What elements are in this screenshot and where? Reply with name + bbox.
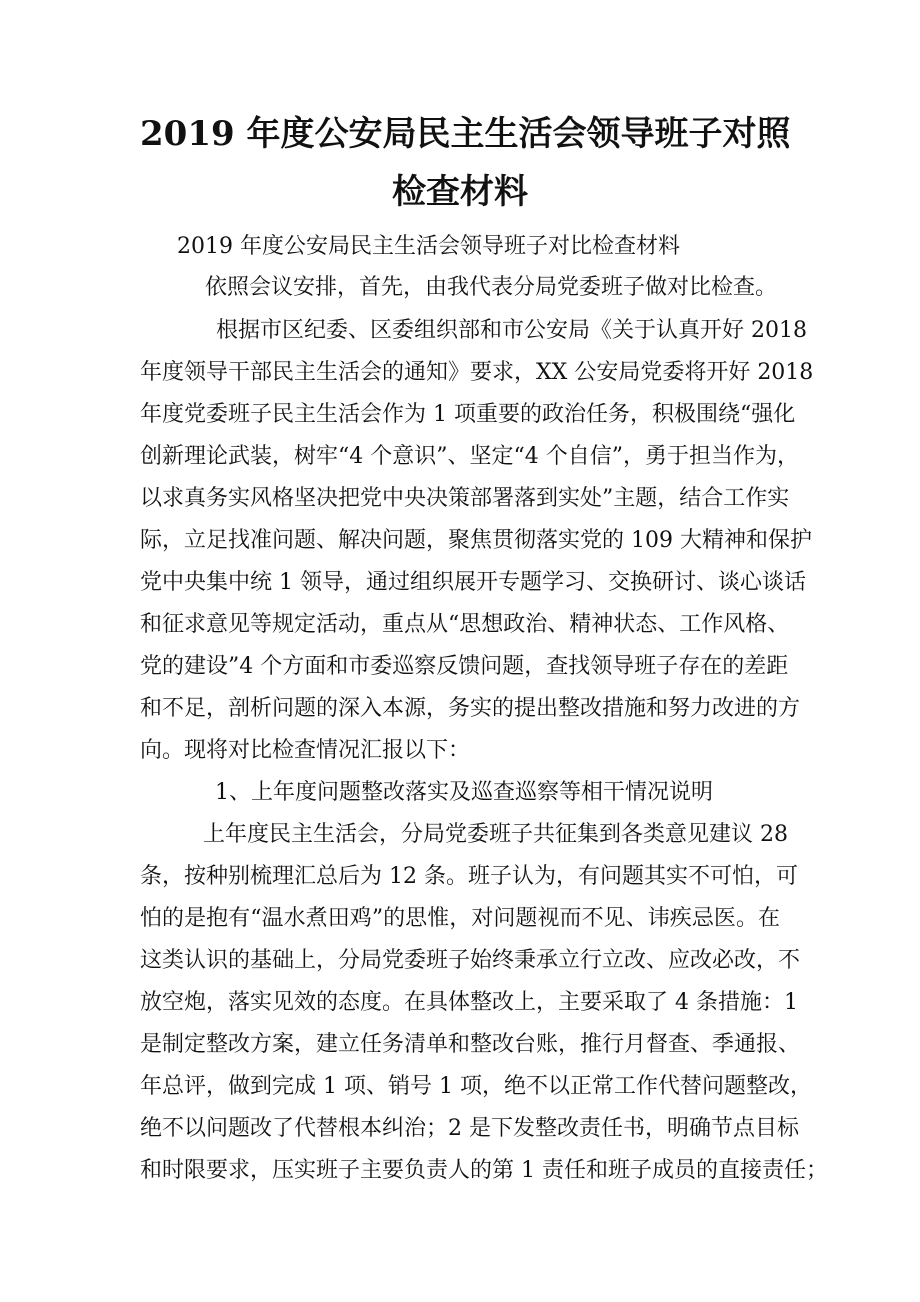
- paragraph-2-line-5: 放空炮，落实见效的态度。在具体整改上，主要采取了 4 条措施：1: [140, 990, 798, 1015]
- paragraph-2-line-1: 上年度民主生活会，分局党委班子共征集到各类意见建议 28: [203, 822, 788, 847]
- document-title-line-1: 2019 年度公安局民主生活会领导班子对照: [140, 114, 791, 154]
- paragraph-1-line-7: 党中央集中统 1 领导，通过组织展开专题学习、交换研讨、谈心谈话: [140, 570, 806, 595]
- paragraph-1-line-3: 年度党委班子民主生活会作为 1 项重要的政治任务，积极围绕“强化: [140, 402, 796, 427]
- paragraph-2-line-8: 绝不以问题改了代替根本纠治；2 是下发整改责任书，明确节点目标: [140, 1116, 799, 1141]
- paragraph-2-line-9: 和时限要求，压实班子主要负责人的第 1 责任和班子成员的直接责任；: [140, 1158, 828, 1183]
- paragraph-2-line-7: 年总评，做到完成 1 项、销号 1 项，绝不以正常工作代替问题整改，: [140, 1074, 812, 1099]
- paragraph-2-line-6: 是制定整改方案，建立任务清单和整改台账，推行月督查、季通报、: [140, 1032, 801, 1057]
- paragraph-1-line-5: 以求真务实风格坚决把党中央决策部署落到实处”主题，结合工作实: [140, 486, 790, 511]
- paragraph-1-line-8: 和征求意见等规定活动，重点从“思想政治、精神状态、工作风格、: [140, 612, 790, 637]
- document-subtitle: 2019 年度公安局民主生活会领导班子对比检查材料: [177, 234, 680, 259]
- paragraph-1-line-2: 年度领导干部民主生活会的通知》要求，XX 公安局党委将开好 2018: [140, 360, 814, 385]
- paragraph-2-line-4: 这类认识的基础上，分局党委班子始终秉承立行立改、应改必改，不: [140, 948, 801, 973]
- paragraph-1-line-1: 根据市区纪委、区委组织部和市公安局《关于认真开好 2018: [216, 318, 807, 343]
- paragraph-1-line-11: 向。现将对比检查情况汇报以下：: [140, 738, 471, 763]
- document-title-line-2: 检查材料: [392, 172, 528, 212]
- section-1-heading: 1、上年度问题整改落实及巡查巡察等相干情况说明: [215, 780, 713, 805]
- paragraph-1-line-9: 党的建设”4 个方面和市委巡察反馈问题，查找领导班子存在的差距: [140, 654, 789, 679]
- opening-sentence: 依照会议安排，首先，由我代表分局党委班子做对比检查。: [205, 275, 778, 300]
- paragraph-2-line-2: 条，按种别梳理汇总后为 12 条。班子认为，有问题其实不可怕，可: [140, 864, 798, 889]
- paragraph-2-line-3: 怕的是抱有“温水煮田鸡”的思惟，对问题视而不见、讳疾忌医。在: [140, 906, 780, 931]
- paragraph-1-line-4: 创新理论武装，树牢“4 个意识”、坚定“4 个自信”，勇于担当作为，: [140, 444, 799, 469]
- paragraph-1-line-10: 和不足，剖析问题的深入本源，务实的提出整改措施和努力改进的方: [140, 696, 801, 721]
- paragraph-1-line-6: 际，立足找准问题、解决问题，聚焦贯彻落实党的 109 大精神和保护: [140, 528, 812, 553]
